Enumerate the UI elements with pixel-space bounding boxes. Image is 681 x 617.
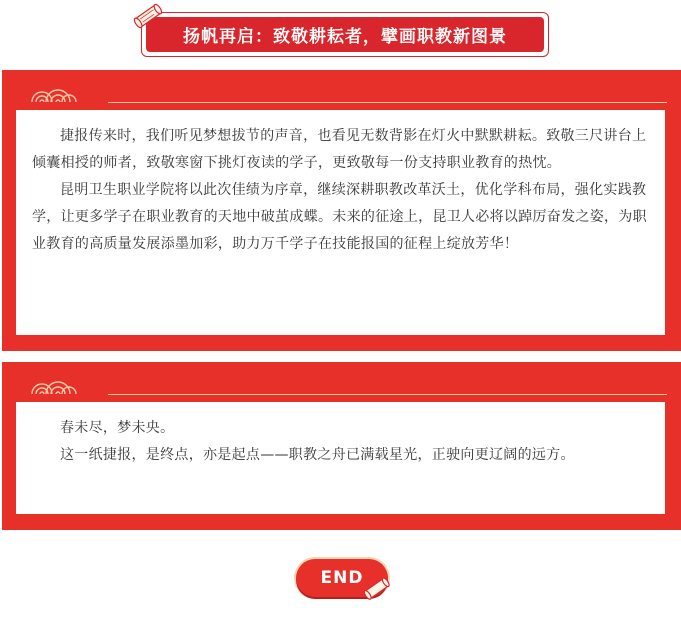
paragraph: 昆明卫生职业学院将以此次佳绩为序章，继续深耕职教改革沃土，优化学科布局，强化实践教学，让更多学子在职业教育的天地中破茧成蝶。未来的征途上，昆卫人必将以踔厉奋发之姿，为职业教育的高质量发展添墨加彩，助力万千学子在技能报国的征程上绽放芳华！ — [32, 182, 647, 252]
text-box-1 — [16, 110, 665, 335]
content-panel-1 — [2, 70, 681, 351]
end-badge: END — [296, 559, 388, 597]
divider-line — [108, 102, 667, 103]
paragraph: 这一纸捷报，是终点，亦是起点——职教之舟已满载星光，正驶向更辽阔的远方。 — [60, 447, 575, 463]
divider-line — [108, 394, 667, 395]
scroll-icon — [128, 0, 168, 32]
paragraph: 捷报传来时，我们听见梦想拔节的声音，也看见无数背影在灯火中默默耕耘。致敬三尺讲台上倾囊相授的师者，致敬寒窗下挑灯夜读的学子，更致敬每一份支持职业教育的热忱。 — [32, 128, 647, 171]
paragraph: 春未尽，梦未央。 — [60, 420, 175, 436]
scroll-icon — [360, 575, 394, 603]
cloud-pattern-icon — [28, 82, 78, 104]
page-title: 扬帆再启：致敬耕耘者，擘画职教新图景 — [146, 17, 544, 52]
cloud-pattern-icon — [28, 374, 78, 396]
title-banner — [141, 12, 549, 57]
text-box-2 — [16, 402, 665, 514]
content-panel-2 — [2, 362, 681, 530]
